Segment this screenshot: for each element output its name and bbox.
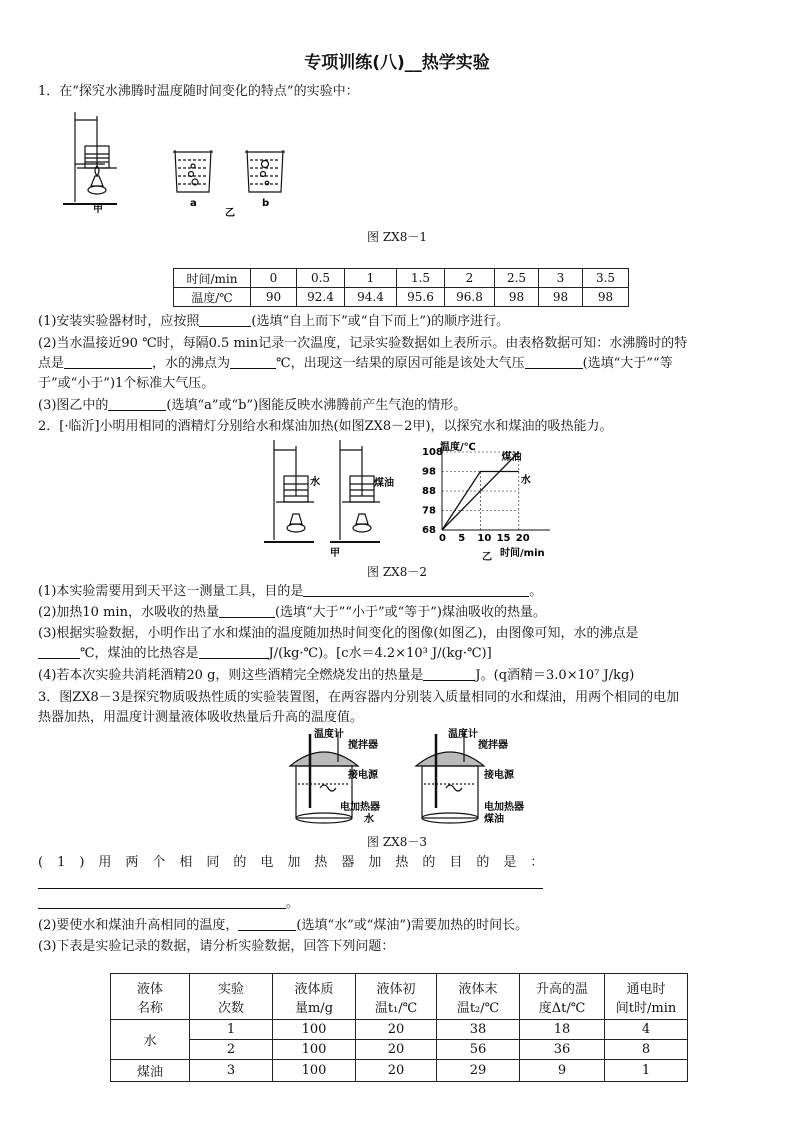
table-cell: 36 — [520, 1040, 605, 1060]
table-row — [174, 269, 629, 288]
fig1-label-a: a — [190, 198, 197, 209]
chart-y-tick-label: 68 — [422, 525, 436, 536]
chart-x-tick-label: 20 — [515, 533, 530, 544]
q2-part3-line2: ℃，煤油的比热容是 J/(kg·℃)。[c水＝4.2×10³ J/(kg·℃)] — [38, 644, 492, 664]
label-heater-2: 电加热器 — [484, 802, 524, 813]
label-heater-1: 电加热器 — [340, 802, 380, 813]
table-cell: 20 — [356, 1020, 437, 1040]
table-row — [111, 974, 688, 1020]
table-cell: 90 — [251, 288, 297, 307]
q2-part4: (4)若本次实验共消耗酒精20 g，则这些酒精完全燃烧发出的热量是 J。(q酒精＝3.0×10⁷ J/kg) — [38, 668, 635, 683]
table-header: 时间/min — [174, 269, 251, 288]
table-header: 液体 名称 — [111, 974, 190, 1020]
figure-zx8-2-jia — [258, 436, 398, 560]
answer-blank[interactable] — [238, 916, 296, 931]
table-header: 液体末 温t₂/℃ — [437, 974, 520, 1020]
table-cell: 92.4 — [297, 288, 345, 307]
table-cell: 94.4 — [345, 288, 397, 307]
chart-x-tick-label: 10 — [477, 533, 492, 544]
table-row — [174, 288, 629, 307]
page-title: 专项训练(八)__热学实验 — [304, 53, 490, 73]
chart-y-tick-label: 108 — [422, 447, 443, 458]
q3-part1: (1)用两个相同的电加热器加热的目的是： — [38, 855, 558, 870]
label-stirrer-2: 搅拌器 — [478, 740, 508, 751]
caption-zx8-3: 图 ZX8－3 — [367, 835, 427, 849]
answer-blank[interactable] — [199, 312, 251, 327]
chart-x-tick-label: 5 — [458, 533, 466, 544]
label-stirrer-1: 搅拌器 — [348, 740, 378, 751]
beaker-b-diagram — [245, 150, 285, 192]
answer-blank[interactable] — [303, 582, 529, 597]
q3-intro-line2: 热器加热，用温度计测量液体吸收热量后升高的温度值。 — [38, 710, 364, 725]
figure-zx8-1 — [55, 108, 295, 218]
table-cell: 煤油 — [111, 1060, 190, 1082]
boiling-apparatus-diagram — [63, 112, 117, 204]
table-cell: 3 — [539, 269, 583, 288]
q1-part2-line3: 于”或“小于”)1个标准大气压。 — [38, 376, 215, 391]
caption-zx8-2: 图 ZX8－2 — [367, 565, 427, 579]
table-cell: 98 — [495, 288, 539, 307]
table-row — [111, 1020, 688, 1040]
table-cell: 0 — [251, 269, 297, 288]
answer-blank[interactable] — [525, 354, 583, 369]
fig1-label-b: b — [262, 198, 270, 209]
chart-y-tick-label: 88 — [422, 486, 436, 497]
label-power-2: 接电源 — [484, 770, 514, 781]
table-header: 液体初 温t₁/℃ — [356, 974, 437, 1020]
q1-intro: 1．在“探究水沸腾时温度随时间变化的特点”的实验中： — [38, 84, 359, 99]
table-cell: 3.5 — [583, 269, 629, 288]
table-cell: 18 — [520, 1020, 605, 1040]
answer-blank[interactable] — [219, 603, 275, 618]
table-cell: 1 — [190, 1020, 273, 1040]
oil-heating-apparatus — [330, 440, 380, 542]
q3-part1-answer — [38, 874, 543, 894]
table-row — [111, 1060, 688, 1082]
answer-blank[interactable] — [38, 894, 286, 909]
label-thermometer-1: 温度计 — [314, 729, 344, 740]
fig2-label-jia: 甲 — [330, 548, 340, 559]
answer-blank[interactable] — [230, 354, 276, 369]
q1-part2-line1: (2)当水温接近90 ℃时，每隔0.5 min记录一次温度，记录实验数据如上表所示。由表格数据可知：水沸腾时的特 — [38, 336, 688, 351]
table-cell: 98 — [539, 288, 583, 307]
chart-x-tick-label: 15 — [496, 533, 511, 544]
table-cell: 水 — [111, 1020, 190, 1060]
table-cell: 8 — [605, 1040, 688, 1060]
caption-zx8-1: 图 ZX8－1 — [367, 230, 427, 244]
q2-part1: (1)本实验需要用到天平这一测量工具，目的是 。 — [38, 584, 543, 599]
beaker-a-diagram — [173, 150, 213, 192]
table-cell: 100 — [273, 1060, 356, 1082]
table-cell: 56 — [437, 1040, 520, 1060]
chart-x-tick-label: 0 — [439, 533, 446, 544]
table-cell: 2 — [445, 269, 495, 288]
chart-y-tick-label: 98 — [422, 466, 436, 478]
table-cell: 96.8 — [445, 288, 495, 307]
table-cell: 1 — [345, 269, 397, 288]
q1-part2-line2: 点是 ，水的沸点为 ℃，出现这一结果的原因可能是该处大气压 (选填“大于”“等 — [38, 356, 673, 371]
table-cell: 2 — [190, 1040, 273, 1060]
figure-zx8-3 — [288, 728, 538, 832]
table-header: 液体质 量m/g — [273, 974, 356, 1020]
table-cell: 1.5 — [397, 269, 445, 288]
answer-blank[interactable] — [64, 354, 152, 369]
answer-blank[interactable] — [423, 666, 475, 681]
q3-part1-answer-end: 。 — [38, 894, 299, 914]
q1-data-table — [173, 268, 629, 307]
table-cell: 100 — [273, 1040, 356, 1060]
label-oil: 煤油 — [484, 814, 504, 825]
label-thermometer-2: 温度计 — [448, 729, 478, 740]
table-cell: 3 — [190, 1060, 273, 1082]
table-cell: 20 — [356, 1060, 437, 1082]
label-power-1: 接电源 — [348, 770, 378, 781]
table-cell: 29 — [437, 1060, 520, 1082]
q2-part3-line1: (3)根据实验数据，小明作出了水和煤油的温度随加热时间变化的图像(如图乙)，由图像可知，水的沸点是 — [38, 626, 639, 641]
fig1-label-yi: 乙 — [225, 208, 235, 218]
fig2-label-water: 水 — [310, 477, 320, 488]
table-header: 升高的温 度Δt/℃ — [520, 974, 605, 1020]
chart-legend-oil: 煤油 — [501, 451, 522, 463]
label-water: 水 — [364, 814, 374, 825]
answer-blank[interactable] — [38, 874, 543, 889]
oil-container-diagram — [416, 732, 484, 823]
chart-y-label: 温度/℃ — [440, 442, 476, 453]
table-cell: 0.5 — [297, 269, 345, 288]
chart-y-tick-label: 78 — [422, 505, 436, 517]
table-cell: 38 — [437, 1020, 520, 1040]
table-header: 温度/℃ — [174, 288, 251, 307]
fig2-label-yi: 乙 — [482, 552, 492, 563]
answer-blank[interactable] — [38, 644, 80, 659]
fig2-label-oil: 煤油 — [374, 478, 394, 489]
chart-x-label: 时间/min — [500, 548, 545, 559]
q3-part2: (2)要使水和煤油升高相同的温度， (选填“水”或“煤油”)需要加热的时间长。 — [38, 918, 529, 933]
table-cell: 2.5 — [495, 269, 539, 288]
table-header: 实验 次数 — [190, 974, 273, 1020]
table-cell: 1 — [605, 1060, 688, 1082]
table-header: 通电时 间t时/min — [605, 974, 688, 1020]
q3-intro-line1: 3．图ZX8－3是探究物质吸热性质的实验装置图，在两容器内分别装入质量相同的水和煤油，用两个相同的电加 — [38, 690, 680, 705]
fig1-label-jia: 甲 — [93, 204, 103, 215]
q2-intro: 2．[·临沂]小明用相同的酒精灯分别给水和煤油加热(如图ZX8－2甲)，以探究水和煤油的吸热能力。 — [38, 419, 613, 434]
table-cell: 98 — [583, 288, 629, 307]
q1-part1: (1)安装实验器材时，应按照 (选填“自上而下”或“自下而上”)的顺序进行。 — [38, 314, 510, 329]
q3-data-table — [110, 973, 688, 1082]
table-cell: 9 — [520, 1060, 605, 1082]
table-cell: 95.6 — [397, 288, 445, 307]
table-cell: 100 — [273, 1020, 356, 1040]
q2-part2: (2)加热10 min，水吸收的热量 (选填“大于”“小于”或“等于”)煤油吸收的热量。 — [38, 605, 546, 620]
temperature-time-chart — [414, 438, 564, 562]
water-heating-apparatus — [264, 440, 314, 542]
table-row — [111, 1040, 688, 1060]
q3-part3: (3)下表是实验记录的数据，请分析实验数据，回答下列问题： — [38, 939, 395, 954]
chart-legend-water: 水 — [520, 475, 531, 487]
table-cell: 20 — [356, 1040, 437, 1060]
q1-part3: (3)图乙中的 (选填“a”或“b”)图能反映水沸腾前产生气泡的情形。 — [38, 398, 467, 413]
answer-blank[interactable] — [199, 644, 269, 659]
table-cell: 4 — [605, 1020, 688, 1040]
answer-blank[interactable] — [108, 396, 166, 411]
